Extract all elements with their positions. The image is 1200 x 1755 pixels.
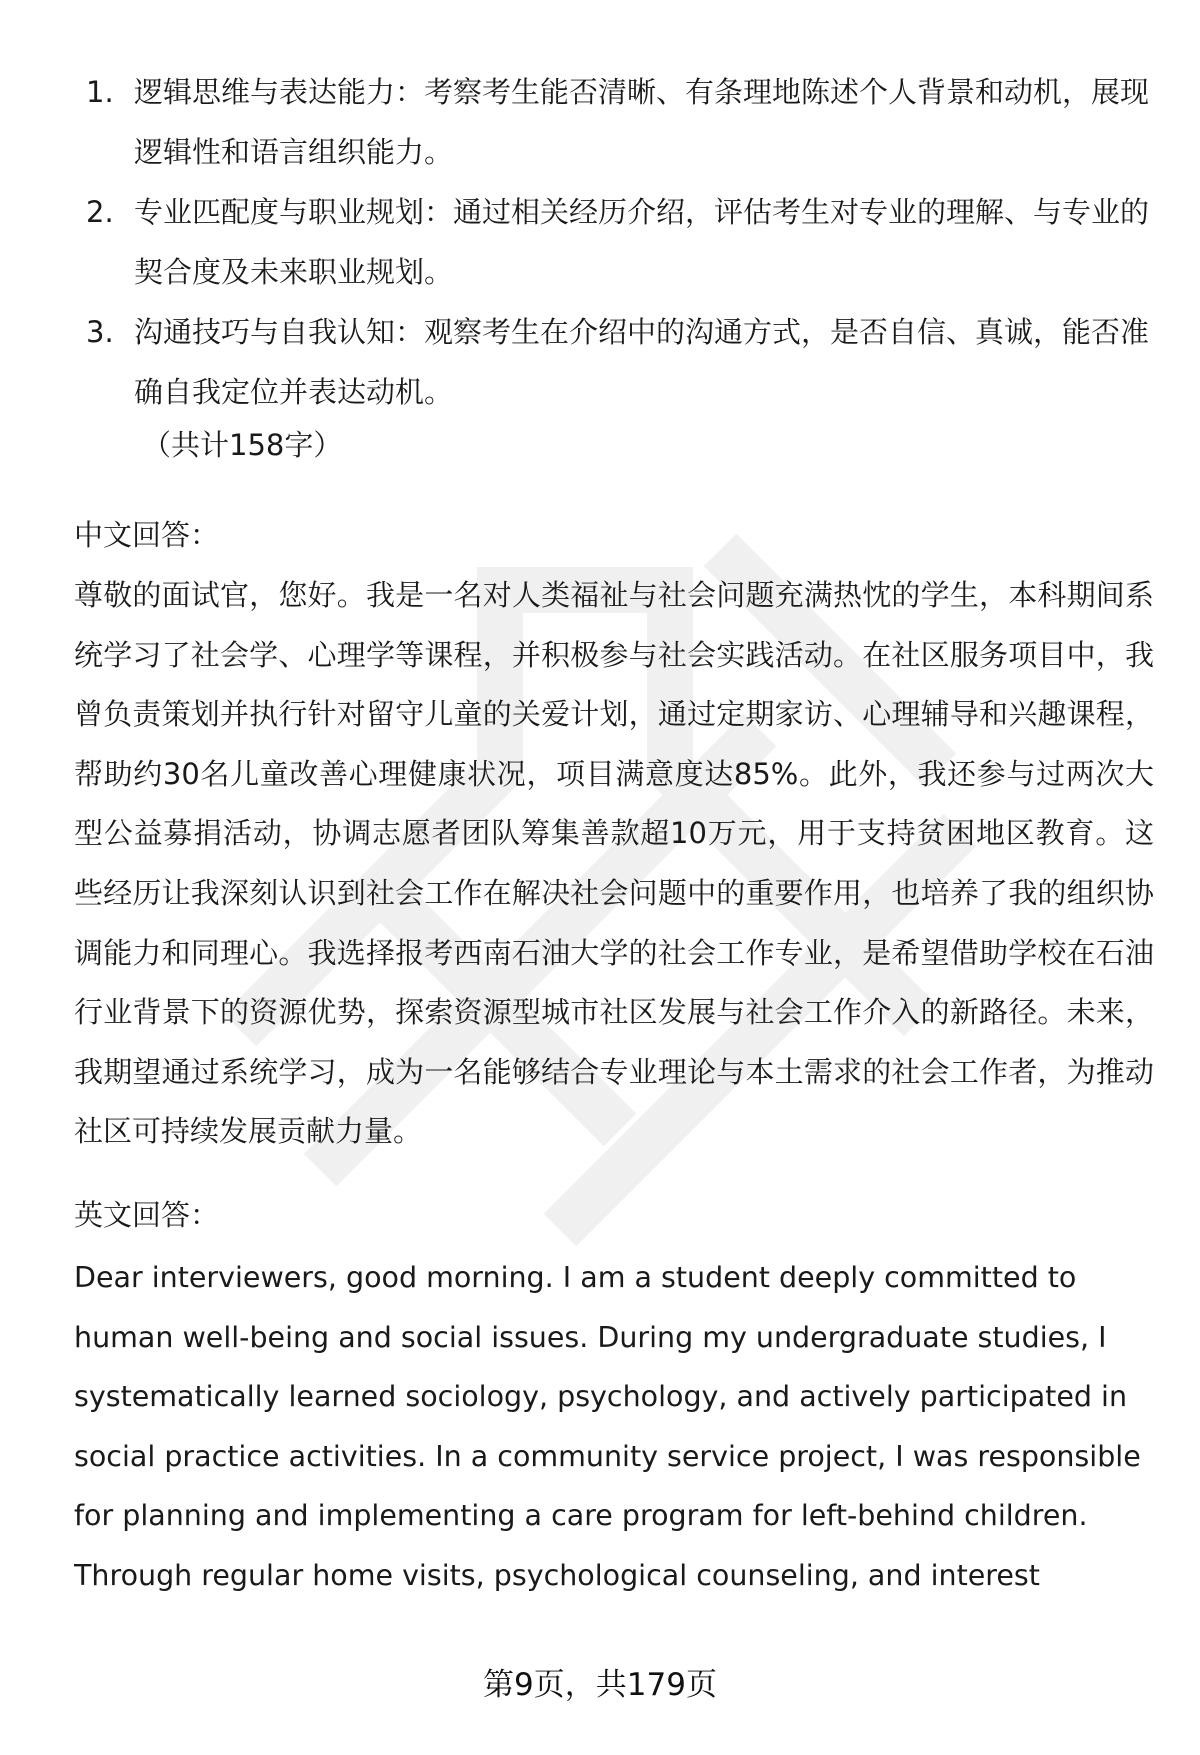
english-answer-line: for planning and implementing a care program for left-behind children. — [74, 1499, 1088, 1533]
list-item — [80, 182, 1150, 302]
list-item-number: 3. — [86, 315, 114, 349]
english-answer-line: Through regular home visits, psychological counseling, and interest — [74, 1558, 1040, 1592]
list-item-number: 1. — [86, 75, 114, 109]
english-answer-body — [74, 1248, 1164, 1604]
criteria-list — [80, 62, 1150, 422]
english-answer-line: systematically learned sociology, psychology, and actively participated in — [74, 1380, 1128, 1414]
chinese-answer-title: 中文回答： — [74, 518, 220, 552]
english-answer-line: human well-being and social issues. During my undergraduate studies, I — [74, 1320, 1107, 1354]
list-item-text: 逻辑思维与表达能力：考察考生能否清晰、有条理地陈述个人背景和动机，展现逻辑性和语言组织能力。 — [134, 75, 1150, 169]
list-item — [80, 62, 1150, 182]
list-item-number: 2. — [86, 195, 114, 229]
chinese-answer-body: 尊敬的面试官，您好。我是一名对人类福祉与社会问题充满热忱的学生，本科期间系统学习了社会学、心理学等课程，并积极参与社会实践活动。在社区服务项目中，我曾负责策划并执行针对留守儿童的关爱计划，通过定期家访、心理辅导和兴趣课程，帮助约30名儿童改善心理健康状况，项目满意度达85%。此外，我还参与过两次大型公益募捐活动，协调志愿者团队筹集善款超10万元，用于支持贫困地区教育。这些经历让我深刻认识到社会工作在解决社会问题中的重要作用，也培养了我的组织协调能力和同理心。我选择报考西南石油大学的社会工作专业，是希望借助学校在石油行业背景下的资源优势，探索资源型城市社区发展与社会工作介入的新路径。未来，我期望通过系统学习，成为一名能够结合专业理论与本土需求的社会工作者，为推动社区可持续发展贡献力量。 — [74, 578, 1154, 1149]
english-answer-line: Dear interviewers, good morning. I am a student deeply committed to — [74, 1261, 1077, 1294]
list-item-text: 专业匹配度与职业规划：通过相关经历介绍，评估考生对专业的理解、与专业的契合度及未来职业规划。 — [134, 195, 1150, 289]
list-item-text: 沟通技巧与自我认知：观察考生在介绍中的沟通方式，是否自信、真诚，能否准确自我定位并表达动机。 — [134, 315, 1150, 409]
character-count-note: （共计158字） — [142, 428, 343, 462]
english-answer-line: social practice activities. In a community service project, I was responsible — [74, 1439, 1141, 1473]
english-answer-title: 英文回答： — [74, 1198, 220, 1232]
page-number: 第9页，共179页 — [483, 1667, 717, 1703]
list-item — [80, 302, 1150, 422]
